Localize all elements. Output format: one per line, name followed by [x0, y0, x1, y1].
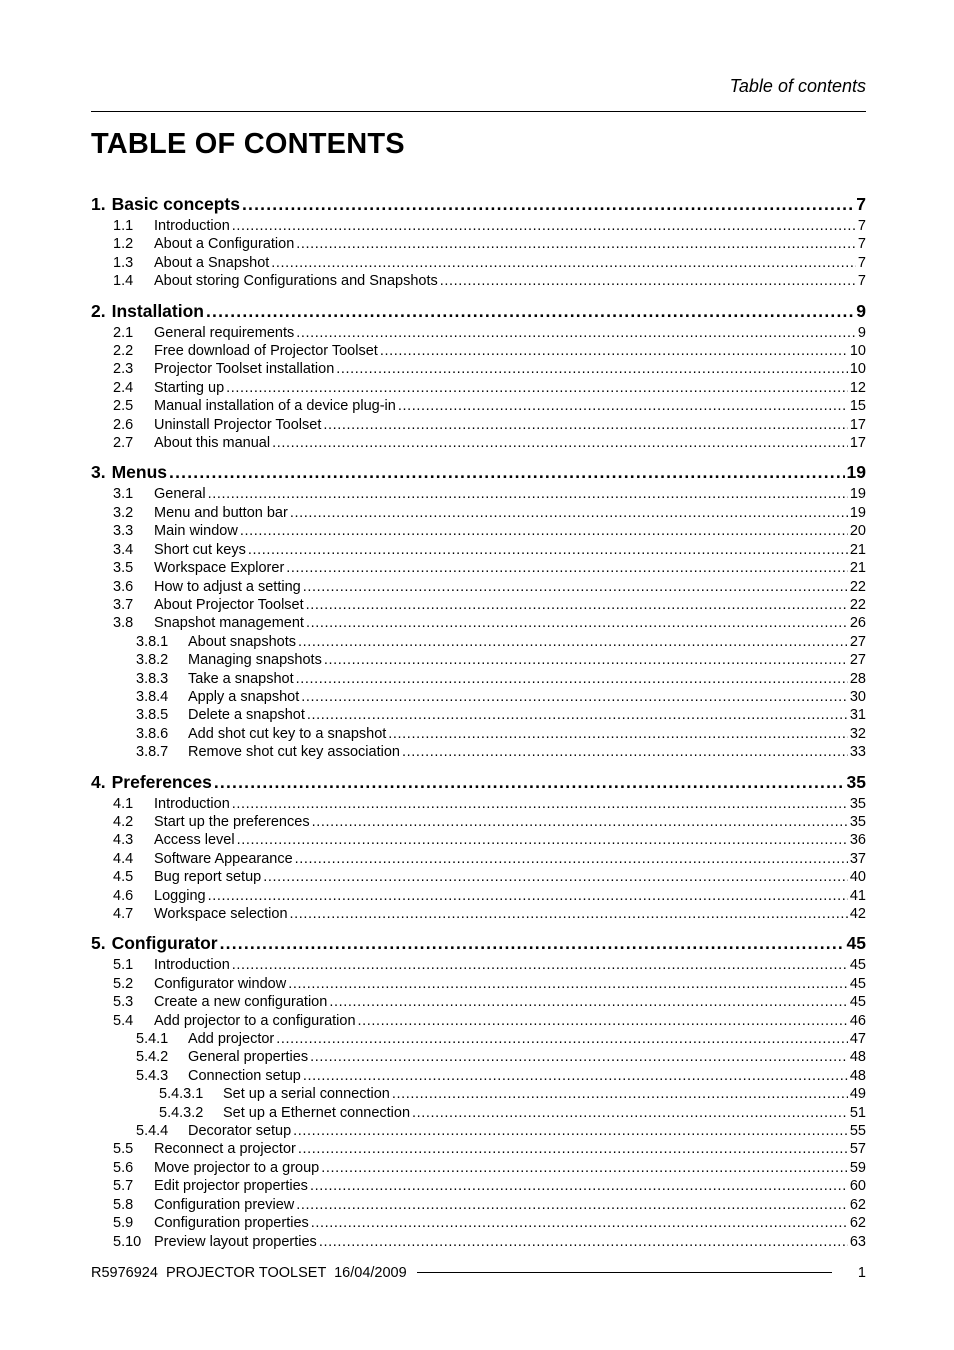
- toc-entry-page-number: 62: [849, 1215, 866, 1232]
- toc-entry-number: 5.4.4: [136, 1123, 169, 1140]
- toc-entry-number: 4.2: [113, 813, 134, 830]
- toc-section-entry[interactable]: [91, 1104, 866, 1122]
- toc-entry-page-number: 12: [849, 379, 866, 396]
- toc-section-entry[interactable]: [91, 416, 866, 434]
- toc-section-entry[interactable]: [91, 504, 866, 522]
- toc-entry-number: 1.4: [113, 273, 134, 290]
- toc-entry-title: Configurator window: [154, 975, 287, 992]
- toc-entry-page-number: 22: [849, 596, 866, 613]
- toc-dot-leader: [392, 1085, 848, 1103]
- toc-section-entry[interactable]: [91, 1214, 866, 1232]
- toc-entry-title: Configuration preview: [154, 1196, 295, 1213]
- toc-section-entry[interactable]: [91, 559, 866, 577]
- toc-entry-number: 5.4: [113, 1012, 134, 1029]
- toc-entry-title: Introduction: [154, 218, 230, 234]
- toc-entry-number: 3.6: [113, 578, 134, 595]
- toc-section-entry[interactable]: [91, 1085, 866, 1103]
- toc-chapter-entry[interactable]: [91, 931, 866, 956]
- toc-entry-page-number: 10: [849, 361, 866, 378]
- toc-section-entry[interactable]: [91, 956, 866, 974]
- toc-entry-title: About storing Configurations and Snapshots: [154, 273, 438, 290]
- toc-section-entry[interactable]: [91, 578, 866, 596]
- toc-entry-title: Set up a Ethernet connection: [223, 1104, 411, 1121]
- toc-entry-page-number: 47: [849, 1031, 866, 1048]
- toc-dot-leader: [271, 254, 856, 272]
- toc-dot-leader: [220, 931, 845, 956]
- toc-dot-leader: [311, 1214, 848, 1232]
- toc-section-entry[interactable]: [91, 217, 866, 235]
- toc-entry-page-number: 45: [849, 975, 866, 992]
- toc-entry-page-number: 17: [849, 416, 866, 433]
- toc-dot-leader: [290, 504, 848, 522]
- toc-entry-title: Main window: [154, 523, 238, 540]
- toc-section-entry[interactable]: [91, 1233, 866, 1251]
- toc-dot-leader: [232, 795, 848, 813]
- toc-dot-leader: [301, 688, 848, 706]
- toc-dot-leader: [358, 1012, 848, 1030]
- toc-entry-page-number: 17: [849, 435, 866, 452]
- toc-section-entry[interactable]: [91, 1140, 866, 1158]
- toc-entry-number: 1.: [91, 194, 106, 214]
- toc-section-entry[interactable]: [91, 541, 866, 559]
- toc-section-entry[interactable]: [91, 1177, 866, 1195]
- toc-entry-number: 5.6: [113, 1159, 134, 1176]
- toc-entry-page-number: 45: [849, 957, 866, 974]
- toc-section-entry[interactable]: [91, 905, 866, 923]
- toc-entry-page-number: 19: [846, 462, 866, 483]
- toc-entry-page-number: 63: [849, 1233, 866, 1250]
- toc-section-entry[interactable]: [91, 1030, 866, 1048]
- toc-dot-leader: [206, 299, 854, 324]
- toc-entry-title: Installation: [111, 300, 204, 321]
- toc-entry-number: 4.4: [113, 850, 134, 867]
- toc-entry-number: 3.5: [113, 560, 134, 577]
- toc-dot-leader: [319, 1233, 848, 1251]
- toc-entry-number: 5.4.3.2: [159, 1104, 204, 1121]
- toc-section-entry[interactable]: [91, 379, 866, 397]
- toc-entry-number: 5.4.3.1: [159, 1086, 204, 1103]
- toc-entry-number: 3.: [91, 462, 106, 483]
- toc-entry-number: 2.1: [113, 324, 134, 341]
- toc-entry-page-number: 48: [849, 1049, 866, 1066]
- toc-entry-page-number: 7: [857, 236, 866, 253]
- toc-entry-number: 3.1: [113, 486, 134, 503]
- toc-entry-number: 1.1: [113, 218, 134, 234]
- table-of-contents: [91, 192, 866, 1251]
- toc-dot-leader: [295, 850, 848, 868]
- toc-dot-leader: [324, 651, 848, 669]
- toc-section-entry[interactable]: [91, 614, 866, 632]
- toc-dot-leader: [402, 743, 848, 761]
- toc-entry-page-number: 30: [849, 688, 866, 705]
- toc-dot-leader: [303, 578, 848, 596]
- toc-section-entry[interactable]: [91, 272, 866, 290]
- toc-section-entry[interactable]: [91, 633, 866, 651]
- toc-section-entry[interactable]: [91, 254, 866, 272]
- toc-entry-title: Manual installation of a device plug-in: [154, 398, 396, 415]
- toc-entry-title: Introduction: [154, 957, 230, 974]
- toc-entry-title: Basic concepts: [111, 194, 240, 214]
- toc-dot-leader: [242, 192, 854, 217]
- toc-section-entry[interactable]: [91, 1048, 866, 1066]
- toc-entry-number: 5.4.1: [136, 1031, 169, 1048]
- toc-entry-number: 5.3: [113, 994, 134, 1011]
- toc-entry-page-number: 21: [849, 541, 866, 558]
- toc-entry-number: 5.1: [113, 957, 134, 974]
- toc-entry-page-number: 40: [849, 869, 866, 886]
- toc-entry-page-number: 27: [849, 633, 866, 650]
- toc-entry-title: Introduction: [154, 795, 230, 812]
- toc-entry-number: 5.9: [113, 1215, 134, 1232]
- toc-entry-number: 2.4: [113, 379, 134, 396]
- toc-dot-leader: [276, 1030, 848, 1048]
- toc-entry-page-number: 59: [849, 1159, 866, 1176]
- toc-entry-title: Create a new configuration: [154, 994, 328, 1011]
- toc-chapter-entry[interactable]: [91, 299, 866, 324]
- toc-entry-title: How to adjust a setting: [154, 578, 301, 595]
- toc-entry-title: Decorator setup: [188, 1123, 292, 1140]
- toc-entry-title: Menu and button bar: [154, 504, 288, 521]
- toc-entry-number: 3.8.2: [136, 652, 169, 669]
- toc-dot-leader: [296, 670, 848, 688]
- toc-dot-leader: [208, 485, 848, 503]
- toc-entry-title: Edit projector properties: [154, 1178, 308, 1195]
- toc-entry-title: General requirements: [154, 324, 295, 341]
- toc-dot-leader: [293, 1122, 848, 1140]
- toc-entry-number: 3.3: [113, 523, 134, 540]
- toc-dot-leader: [398, 397, 848, 415]
- toc-entry-number: 3.8.5: [136, 707, 169, 724]
- toc-entry-page-number: 51: [849, 1104, 866, 1121]
- toc-entry-title: About snapshots: [188, 633, 297, 650]
- toc-entry-number: 4.6: [113, 887, 134, 904]
- toc-entry-title: Software Appearance: [154, 850, 293, 867]
- header-divider: [91, 111, 866, 112]
- toc-entry-page-number: 7: [857, 254, 866, 271]
- toc-entry-page-number: 57: [849, 1141, 866, 1158]
- toc-entry-title: Workspace selection: [154, 906, 288, 922]
- toc-entry-page-number: 46: [849, 1012, 866, 1029]
- toc-entry-number: 3.4: [113, 541, 134, 558]
- toc-dot-leader: [310, 1177, 848, 1195]
- toc-dot-leader: [306, 614, 848, 632]
- toc-section-entry[interactable]: [91, 868, 866, 886]
- toc-entry-number: 5.: [91, 933, 106, 954]
- toc-entry-page-number: 62: [849, 1196, 866, 1213]
- toc-entry-page-number: 36: [849, 832, 866, 849]
- toc-entry-title: Add projector: [188, 1031, 275, 1048]
- toc-entry-page-number: 21: [849, 560, 866, 577]
- toc-section-entry[interactable]: [91, 670, 866, 688]
- toc-entry-title: Delete a snapshot: [188, 707, 305, 724]
- toc-entry-page-number: 7: [857, 218, 866, 234]
- toc-chapter-entry[interactable]: [91, 460, 866, 485]
- toc-dot-leader: [232, 217, 856, 235]
- toc-section-entry[interactable]: [91, 795, 866, 813]
- toc-section-entry[interactable]: [91, 813, 866, 831]
- toc-entry-page-number: 60: [849, 1178, 866, 1195]
- toc-section-entry[interactable]: [91, 725, 866, 743]
- toc-entry-page-number: 20: [849, 523, 866, 540]
- toc-chapter-entry[interactable]: [91, 192, 866, 217]
- toc-dot-leader: [272, 434, 848, 452]
- toc-entry-page-number: 9: [857, 324, 866, 341]
- toc-entry-title: Start up the preferences: [154, 813, 310, 830]
- toc-entry-page-number: 48: [849, 1067, 866, 1084]
- toc-entry-title: General properties: [188, 1049, 309, 1066]
- toc-entry-page-number: 31: [849, 707, 866, 724]
- toc-section-entry[interactable]: [91, 1012, 866, 1030]
- toc-dot-leader: [296, 235, 856, 253]
- toc-entry-page-number: 32: [849, 725, 866, 742]
- toc-entry-title: Take a snapshot: [188, 670, 294, 687]
- toc-entry-number: 3.8.6: [136, 725, 169, 742]
- toc-section-entry[interactable]: [91, 1067, 866, 1085]
- toc-entry-title: Remove shot cut key association: [188, 744, 400, 761]
- toc-section-entry[interactable]: [91, 342, 866, 360]
- toc-entry-number: 2.5: [113, 398, 134, 415]
- toc-dot-leader: [329, 993, 848, 1011]
- toc-entry-title: About a Snapshot: [154, 254, 270, 271]
- toc-entry-page-number: 28: [849, 670, 866, 687]
- toc-dot-leader: [237, 831, 848, 849]
- toc-entry-title: About a Configuration: [154, 236, 295, 253]
- toc-entry-number: 4.7: [113, 906, 134, 922]
- toc-entry-number: 3.2: [113, 504, 134, 521]
- toc-dot-leader: [296, 1196, 848, 1214]
- toc-entry-title: Reconnect a projector: [154, 1141, 296, 1158]
- toc-entry-title: Preview layout properties: [154, 1233, 317, 1250]
- toc-entry-page-number: 7: [857, 273, 866, 290]
- toc-dot-leader: [169, 460, 844, 485]
- toc-entry-title: Logging: [154, 887, 206, 904]
- toc-section-entry[interactable]: [91, 485, 866, 503]
- toc-entry-number: 5.8: [113, 1196, 134, 1213]
- toc-dot-leader: [208, 887, 848, 905]
- toc-entry-number: 5.7: [113, 1178, 134, 1195]
- toc-entry-page-number: 45: [846, 933, 866, 954]
- toc-entry-page-number: 35: [849, 813, 866, 830]
- toc-dot-leader: [440, 272, 856, 290]
- toc-dot-leader: [388, 725, 848, 743]
- toc-entry-number: 2.: [91, 300, 106, 321]
- toc-entry-page-number: 26: [849, 615, 866, 632]
- toc-entry-number: 5.4.3: [136, 1067, 169, 1084]
- toc-entry-page-number: 42: [849, 906, 866, 922]
- toc-dot-leader: [240, 522, 848, 540]
- toc-section-entry[interactable]: [91, 993, 866, 1011]
- toc-entry-number: 3.7: [113, 596, 134, 613]
- toc-entry-number: 5.4.2: [136, 1049, 169, 1066]
- toc-entry-title: Managing snapshots: [188, 652, 322, 669]
- toc-section-entry[interactable]: [91, 1159, 866, 1177]
- toc-entry-page-number: 33: [849, 744, 866, 761]
- toc-dot-leader: [336, 360, 848, 378]
- toc-entry-number: 2.2: [113, 343, 134, 360]
- toc-dot-leader: [290, 905, 848, 923]
- toc-entry-page-number: 19: [849, 486, 866, 503]
- toc-section-entry[interactable]: [91, 706, 866, 724]
- toc-entry-title: Starting up: [154, 379, 225, 396]
- toc-entry-title: Move projector to a group: [154, 1159, 320, 1176]
- toc-entry-page-number: 27: [849, 652, 866, 669]
- toc-dot-leader: [296, 324, 856, 342]
- toc-entry-page-number: 35: [849, 795, 866, 812]
- toc-entry-title: Uninstall Projector Toolset: [154, 416, 322, 433]
- toc-dot-leader: [298, 633, 848, 651]
- toc-entry-number: 4.3: [113, 832, 134, 849]
- toc-entry-page-number: 10: [849, 343, 866, 360]
- toc-entry-page-number: 19: [849, 504, 866, 521]
- toc-entry-number: 5.10: [113, 1233, 142, 1250]
- toc-section-entry[interactable]: [91, 651, 866, 669]
- toc-entry-title: Free download of Projector Toolset: [154, 343, 378, 360]
- toc-section-entry[interactable]: [91, 743, 866, 761]
- toc-section-entry[interactable]: [91, 975, 866, 993]
- toc-entry-title: About Projector Toolset: [154, 596, 304, 613]
- toc-entry-title: Configurator: [111, 933, 218, 954]
- toc-chapter-entry[interactable]: [91, 770, 866, 795]
- toc-entry-title: Bug report setup: [154, 869, 262, 886]
- toc-entry-number: 4.5: [113, 869, 134, 886]
- footer-document-info: R5976924 PROJECTOR TOOLSET 16/04/2009: [91, 1265, 407, 1281]
- toc-dot-leader: [286, 559, 848, 577]
- toc-entry-title: General: [154, 486, 206, 503]
- toc-entry-number: 5.2: [113, 975, 134, 992]
- toc-dot-leader: [263, 868, 848, 886]
- toc-entry-title: Snapshot management: [154, 615, 304, 632]
- toc-section-entry[interactable]: [91, 688, 866, 706]
- footer-divider: [417, 1272, 832, 1273]
- toc-entry-page-number: 22: [849, 578, 866, 595]
- toc-entry-number: 2.6: [113, 416, 134, 433]
- toc-dot-leader: [298, 1140, 848, 1158]
- toc-entry-title: Preferences: [111, 771, 212, 792]
- page-title: TABLE OF CONTENTS: [91, 128, 405, 160]
- running-header-title: Table of contents: [729, 76, 866, 96]
- toc-entry-title: Access level: [154, 832, 235, 849]
- toc-entry-number: 3.8.3: [136, 670, 169, 687]
- toc-entry-number: 5.5: [113, 1141, 134, 1158]
- toc-entry-title: Add projector to a configuration: [154, 1012, 356, 1029]
- toc-entry-title: Projector Toolset installation: [154, 361, 335, 378]
- toc-dot-leader: [303, 1067, 848, 1085]
- toc-dot-leader: [412, 1104, 848, 1122]
- toc-entry-page-number: 35: [846, 771, 866, 792]
- toc-dot-leader: [310, 1048, 848, 1066]
- toc-entry-number: 3.8.7: [136, 744, 169, 761]
- toc-entry-number: 2.3: [113, 361, 134, 378]
- toc-dot-leader: [288, 975, 848, 993]
- toc-dot-leader: [248, 541, 848, 559]
- footer-page-number: 1: [857, 1265, 866, 1281]
- page-footer: [91, 1265, 866, 1281]
- toc-entry-page-number: 41: [849, 887, 866, 904]
- toc-section-entry[interactable]: [91, 434, 866, 452]
- toc-entry-number: 2.7: [113, 435, 134, 452]
- toc-entry-number: 1.2: [113, 236, 134, 253]
- toc-entry-page-number: 15: [849, 398, 866, 415]
- toc-section-entry[interactable]: [91, 887, 866, 905]
- toc-entry-number: 1.3: [113, 254, 134, 271]
- toc-entry-title: Connection setup: [188, 1067, 301, 1084]
- toc-entry-title: Workspace Explorer: [154, 560, 285, 577]
- toc-entry-title: Apply a snapshot: [188, 688, 300, 705]
- toc-entry-title: Configuration properties: [154, 1215, 309, 1232]
- toc-entry-number: 4.: [91, 771, 106, 792]
- toc-entry-title: Menus: [111, 462, 168, 483]
- toc-entry-title: Set up a serial connection: [223, 1086, 390, 1103]
- toc-dot-leader: [380, 342, 848, 360]
- toc-entry-page-number: 9: [856, 300, 866, 321]
- toc-dot-leader: [312, 813, 848, 831]
- toc-entry-number: 3.8.1: [136, 633, 169, 650]
- toc-section-entry[interactable]: [91, 324, 866, 342]
- toc-section-entry[interactable]: [91, 360, 866, 378]
- toc-section-entry[interactable]: [91, 831, 866, 849]
- toc-dot-leader: [321, 1159, 848, 1177]
- toc-entry-page-number: 55: [849, 1123, 866, 1140]
- toc-entry-page-number: 37: [849, 850, 866, 867]
- toc-dot-leader: [307, 706, 848, 724]
- toc-section-entry[interactable]: [91, 596, 866, 614]
- toc-entry-title: About this manual: [154, 435, 271, 452]
- toc-entry-page-number: 7: [856, 194, 866, 214]
- toc-section-entry[interactable]: [91, 522, 866, 540]
- toc-dot-leader: [323, 416, 847, 434]
- toc-dot-leader: [232, 956, 848, 974]
- toc-entry-title: Add shot cut key to a snapshot: [188, 725, 387, 742]
- toc-section-entry[interactable]: [91, 235, 866, 253]
- toc-entry-number: 3.8.4: [136, 688, 169, 705]
- toc-entry-number: 3.8: [113, 615, 134, 632]
- toc-entry-page-number: 49: [849, 1086, 866, 1103]
- toc-dot-leader: [226, 379, 848, 397]
- toc-entry-page-number: 45: [849, 994, 866, 1011]
- toc-section-entry[interactable]: [91, 1122, 866, 1140]
- toc-section-entry[interactable]: [91, 1196, 866, 1214]
- toc-entry-title: Short cut keys: [154, 541, 246, 558]
- toc-section-entry[interactable]: [91, 397, 866, 415]
- toc-dot-leader: [306, 596, 848, 614]
- toc-dot-leader: [214, 770, 845, 795]
- toc-section-entry[interactable]: [91, 850, 866, 868]
- toc-entry-number: 4.1: [113, 795, 134, 812]
